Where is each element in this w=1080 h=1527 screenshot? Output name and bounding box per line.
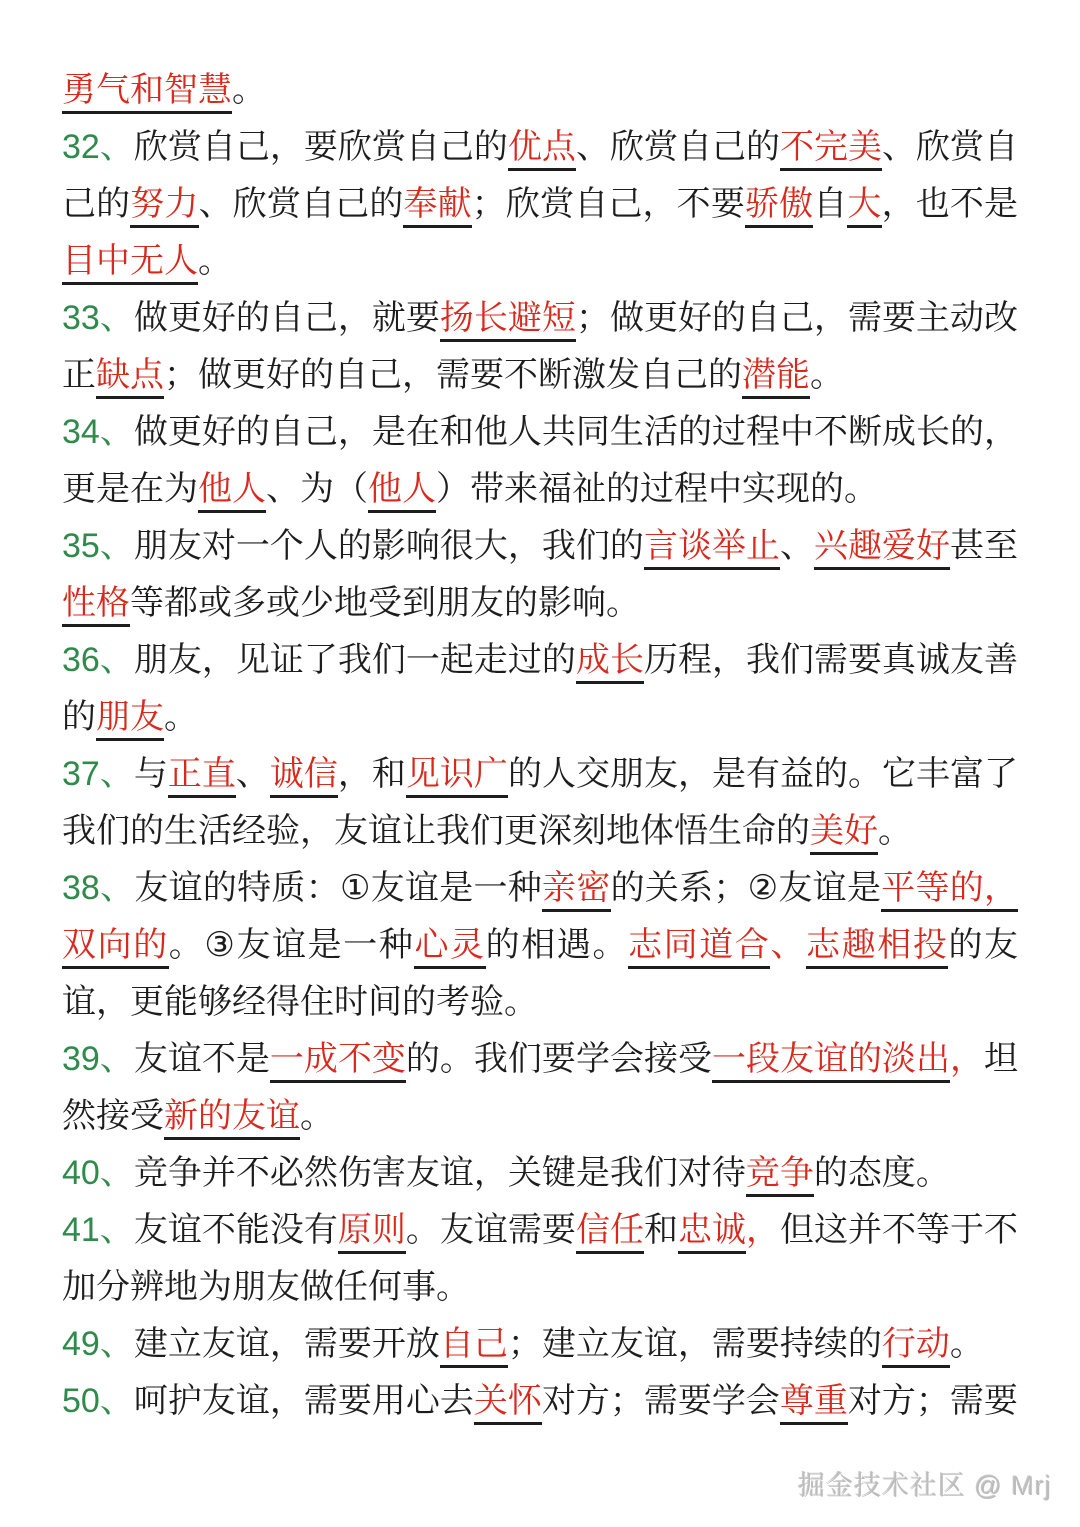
paragraph	[62, 1202, 1018, 1316]
paragraph	[62, 404, 1018, 518]
paragraph	[62, 860, 1018, 1031]
paragraph	[62, 119, 1018, 290]
text-segment: 欣赏自己，要欣赏自己的	[133, 128, 508, 166]
paragraph	[62, 1316, 1018, 1373]
text-segment: 。	[949, 1325, 984, 1363]
text-segment: 竞争并不必然伤害友谊，关键是我们对待	[133, 1154, 746, 1192]
text-segment: 坦然接受	[62, 1040, 1019, 1135]
highlighted-term: 原则	[338, 1211, 406, 1254]
text-segment: 的相遇。	[485, 926, 629, 964]
paragraph	[62, 746, 1018, 860]
text-segment: 、欣赏自己的	[62, 128, 1019, 223]
text-segment: 建立友谊，需要开放	[133, 1325, 440, 1363]
text-segment: ；做更好的自己，需要不断激发自己的	[164, 356, 742, 394]
highlighted-term: 见识广	[406, 755, 508, 798]
item-number: 37、	[62, 755, 134, 793]
highlighted-term: 兴趣爱好	[814, 527, 950, 570]
highlighted-term: 新的友谊	[164, 1097, 300, 1140]
highlighted-term: 骄傲	[745, 185, 813, 228]
text-segment: 等都或多或少地受到朋友的影响。	[130, 584, 640, 622]
text-segment: 对方；需要学会	[541, 1382, 780, 1420]
paragraph	[62, 518, 1018, 632]
highlighted-term: 竞争	[746, 1154, 814, 1197]
highlighted-term: 不完美	[780, 128, 882, 171]
text-segment: 历程，我们需要真诚友善的	[62, 641, 1019, 736]
highlighted-term: 努力	[130, 185, 198, 228]
item-number: 50、	[62, 1382, 134, 1420]
highlighted-term: 一成不变	[270, 1040, 406, 1083]
paragraph	[62, 62, 1018, 119]
text-segment: 。③友谊是一种	[168, 926, 415, 964]
text-segment: 的。我们要学会接受	[405, 1040, 712, 1078]
text-segment: 。	[164, 698, 198, 736]
text-segment: 。	[232, 71, 266, 109]
paragraph	[62, 1031, 1018, 1145]
paragraph	[62, 1373, 1018, 1430]
text-segment: 和	[643, 1211, 678, 1249]
highlighted-term: 关怀	[474, 1382, 542, 1425]
text-segment: 朋友对一个人的影响很大，我们的	[133, 527, 644, 565]
item-number: 49、	[62, 1325, 134, 1363]
text-segment: ）带来福祉的过程中实现的。	[436, 470, 878, 508]
highlighted-term: 自己	[440, 1325, 508, 1368]
highlighted-term: 亲密	[542, 869, 611, 912]
text-segment: 的关系；②友谊是	[610, 869, 882, 907]
text-segment: 友谊不是	[133, 1040, 270, 1078]
notes-content	[62, 62, 1018, 1430]
text-segment: 。	[300, 1097, 334, 1135]
highlighted-term: 奉献	[403, 185, 471, 228]
text-segment: 、	[770, 926, 807, 964]
text-segment: 、	[779, 527, 814, 565]
text-segment: ，和	[337, 755, 406, 793]
text-segment: 做更好的自己，是在和他人共同生活的过程中不断成长的，更是在为	[62, 413, 1019, 508]
highlighted-term: 行动	[882, 1325, 950, 1368]
text-segment: ，	[950, 1040, 985, 1078]
text-segment: 。	[878, 812, 912, 850]
text-segment: ；做更好的自己，需要主动改正	[62, 299, 1019, 394]
highlighted-term: 诚信	[270, 755, 338, 798]
item-number: 40、	[62, 1154, 134, 1192]
text-segment: ；建立友谊，需要持续的	[507, 1325, 882, 1363]
highlighted-term: 平等的，双向的	[62, 869, 1018, 969]
highlighted-term: 他人	[368, 470, 436, 513]
text-segment: 与	[133, 755, 168, 793]
text-segment: 对方；需要	[847, 1382, 1018, 1420]
text-segment: 呵护友谊，需要用心去	[133, 1382, 474, 1420]
highlighted-term: 成长	[576, 641, 644, 684]
text-segment: 甚至	[950, 527, 1019, 565]
text-segment: 但这并不等于不加分辨地为朋友做任何事。	[62, 1211, 1019, 1306]
text-segment: 的态度。	[813, 1154, 950, 1192]
highlighted-term: 尊重	[780, 1382, 848, 1425]
highlighted-term: 忠诚	[678, 1211, 746, 1254]
highlighted-term: 勇气和智慧	[62, 71, 232, 114]
text-segment: 。友谊需要	[405, 1211, 576, 1249]
highlighted-term: 朋友	[96, 698, 164, 741]
highlighted-term: 一段友谊的淡出	[712, 1040, 950, 1083]
text-segment: 、为（	[266, 470, 368, 508]
highlighted-term: 美好	[810, 812, 878, 855]
item-number: 35、	[62, 527, 134, 565]
highlighted-term: 志趣相投	[806, 926, 948, 969]
highlighted-term: 大	[847, 185, 881, 228]
text-segment: 、欣赏自己的	[198, 185, 404, 223]
item-number: 32、	[62, 128, 134, 166]
highlighted-term: 言谈举止	[644, 527, 780, 570]
highlighted-term: 信任	[576, 1211, 644, 1254]
item-number: 38、	[62, 869, 135, 907]
text-segment: 。	[810, 356, 844, 394]
text-segment: 。	[198, 242, 232, 280]
item-number: 34、	[62, 413, 134, 451]
text-segment: ；欣赏自己，不要	[471, 185, 745, 223]
highlighted-term: 扬长避短	[440, 299, 576, 342]
highlighted-term: 他人	[198, 470, 266, 513]
paragraph	[62, 1145, 1018, 1202]
text-segment: 、欣赏自己的	[575, 128, 780, 166]
item-number: 36、	[62, 641, 134, 679]
text-segment: 的友谊，更能够经得住时间的考验。	[62, 926, 1019, 1021]
item-number: 39、	[62, 1040, 134, 1078]
text-segment: 朋友，见证了我们一起走过的	[133, 641, 576, 679]
text-segment: 做更好的自己，就要	[133, 299, 440, 337]
text-segment: 、	[235, 755, 270, 793]
text-segment: 友谊的特质：①友谊是一种	[134, 869, 543, 907]
highlighted-term: 优点	[508, 128, 576, 171]
highlighted-term: 性格	[62, 584, 130, 627]
text-segment: 的人交朋友，是有益的。它丰富了我们的生活经验，友谊让我们更深刻地体悟生命的	[62, 755, 1019, 850]
text-segment: ，	[746, 1211, 781, 1249]
paragraph	[62, 290, 1018, 404]
text-segment: 自	[813, 185, 848, 223]
highlighted-term: 目中无人	[62, 242, 198, 285]
highlighted-term: 心灵	[414, 926, 485, 969]
highlighted-term: 缺点	[96, 356, 164, 399]
item-number: 41、	[62, 1211, 134, 1249]
watermark: 掘金技术社区 @ Mrj	[798, 1471, 1052, 1501]
highlighted-term: 志同道合	[628, 926, 770, 969]
paragraph	[62, 632, 1018, 746]
item-number: 33、	[62, 299, 134, 337]
highlighted-term: 正直	[168, 755, 236, 798]
text-segment: ，也不是	[881, 185, 1019, 223]
highlighted-term: 潜能	[742, 356, 810, 399]
text-segment: 友谊不能没有	[133, 1211, 338, 1249]
